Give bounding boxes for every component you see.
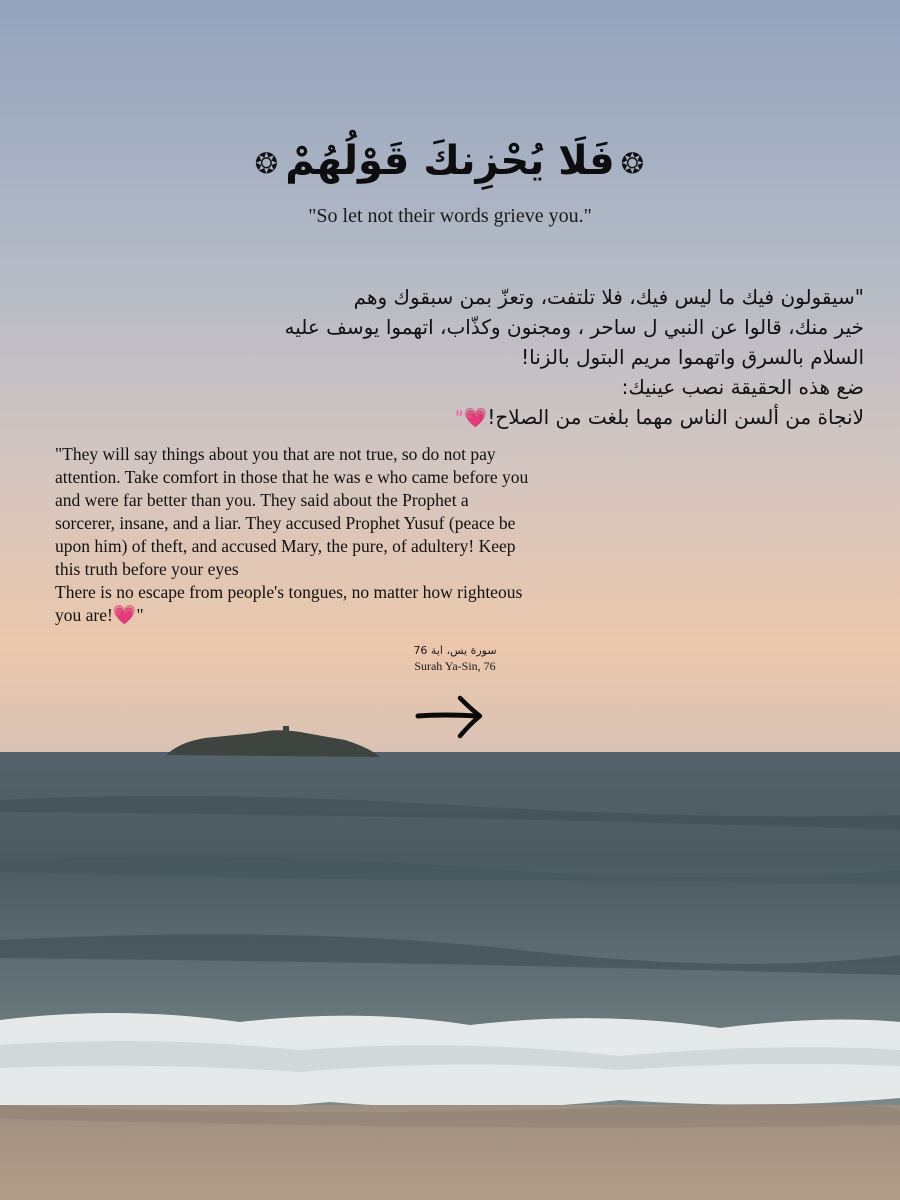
ayah-arabic-title — [0, 138, 900, 184]
ayah-arabic-text: فَلَا يُحْزِنكَ قَوْلُهُمْ — [285, 138, 615, 184]
english-line: There is no escape from people's tongues, no matter how righteous — [55, 582, 523, 602]
closing-quote: " — [136, 605, 144, 625]
ayah-english-translation: "So let not their words grieve you." — [308, 205, 592, 227]
english-line: upon him) of theft, and accused Mary, the pure, of adultery! Keep — [55, 536, 516, 556]
arabic-line: السلام بالسرق واتهموا مريم البتول بالزنا! — [521, 345, 864, 369]
reference-arabic: سورة يس، اية 76 — [413, 644, 497, 657]
english-line: and were far better than you. They said about the Prophet a — [55, 490, 469, 510]
heart-icon: 💗" — [454, 407, 488, 429]
english-line — [55, 604, 615, 627]
ornament-icon: ❂ — [254, 146, 280, 180]
arabic-line: خير منك، قالوا عن النبي ل ساحر ، ومجنون وكذّاب، اتهموا يوسف عليه — [284, 315, 864, 339]
english-line-text: you are! — [55, 605, 113, 625]
english-line: this truth before your eyes — [55, 559, 239, 579]
english-line: "They will say things about you that are not true, so do not pay — [55, 444, 496, 464]
arabic-line: ضع هذه الحقيقة نصب عينيك: — [621, 375, 864, 399]
reference-english: Surah Ya-Sin, 76 — [414, 659, 496, 673]
ornament-icon: ❂ — [620, 146, 646, 180]
heart-icon: 💗 — [112, 605, 137, 626]
arabic-line — [244, 402, 864, 433]
arabic-line-text: لانجاة من ألسن الناس مهما بلغت من الصلاح! — [487, 405, 864, 429]
arabic-line: "سيقولون فيك ما ليس فيك، فلا تلتفت، وتعزّ بمن سبقوك وهم — [353, 285, 864, 309]
arabic-paragraph — [244, 282, 864, 433]
english-paragraph — [55, 443, 615, 627]
english-line: attention. Take comfort in those that he was e who came before you — [55, 467, 529, 487]
arrow-right-icon — [414, 692, 486, 740]
english-line: sorcerer, insane, and a liar. They accused Prophet Yusuf (peace be — [55, 513, 516, 533]
